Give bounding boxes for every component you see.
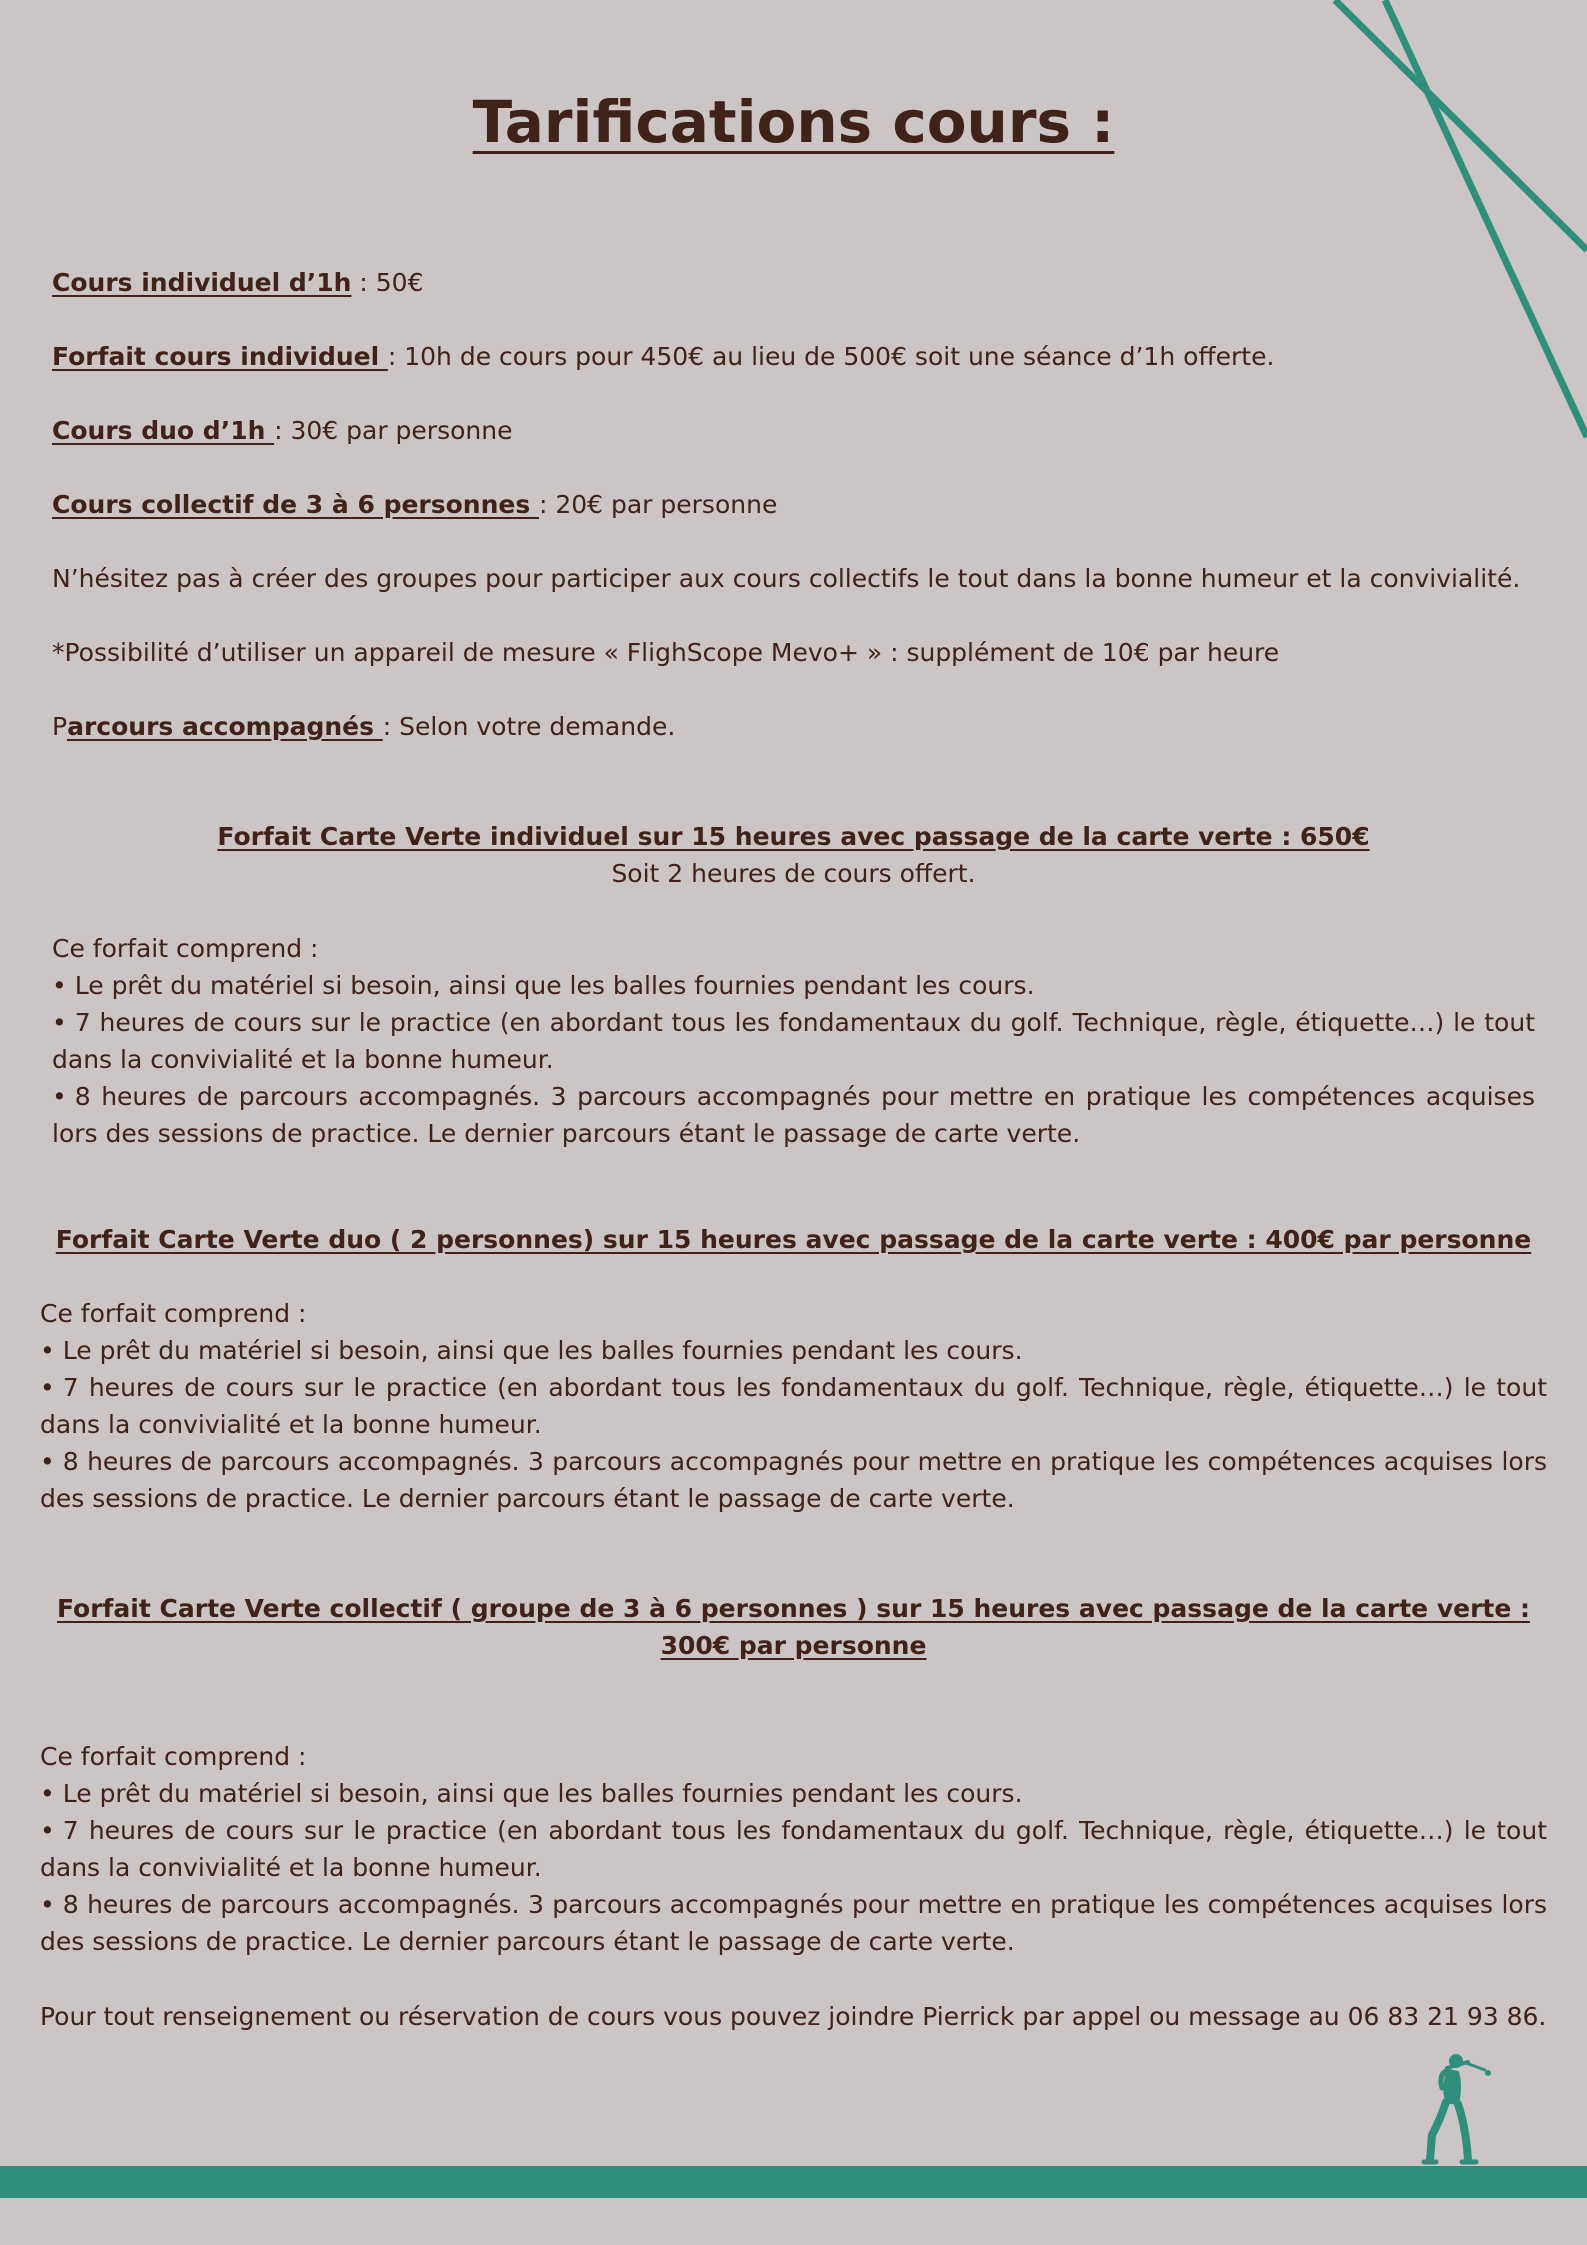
package-intro: Ce forfait comprend : <box>40 1299 307 1328</box>
price-label: Forfait cours individuel <box>52 342 388 371</box>
package-details-individual <box>52 930 1535 1152</box>
price-label: Cours individuel d’1h <box>52 268 352 297</box>
bullet: • <box>52 971 67 1000</box>
price-line-collective <box>52 486 777 523</box>
list-item <box>40 1369 1547 1443</box>
list-item-text: Le prêt du matériel si besoin, ainsi que les balles fournies pendant les cours. <box>62 1779 1023 1808</box>
bullet: • <box>40 1373 55 1402</box>
bullet: • <box>52 1082 67 1111</box>
package-intro: Ce forfait comprend : <box>52 934 319 963</box>
list-item-text: Le prêt du matériel si besoin, ainsi que les balles fournies pendant les cours. <box>74 971 1035 1000</box>
bullet: • <box>52 1008 67 1037</box>
package-heading-individual: Forfait Carte Verte individuel sur 15 heures avec passage de la carte verte : 650€ <box>217 822 1370 851</box>
bullet: • <box>40 1336 55 1365</box>
package-intro: Ce forfait comprend : <box>40 1742 307 1771</box>
bullet: • <box>40 1447 55 1476</box>
package-list <box>40 1332 1547 1517</box>
package-details-duo <box>40 1295 1547 1517</box>
list-item <box>40 1886 1547 1960</box>
package-heading-duo: Forfait Carte Verte duo ( 2 personnes) sur 15 heures avec passage de la carte verte : 400€ par personne <box>55 1225 1532 1254</box>
price-label: Cours collectif de 3 à 6 personnes <box>52 490 539 519</box>
list-item-text: 7 heures de cours sur le practice (en abordant tous les fondamentaux du golf. Technique, règle, étiquette…) le tout dans la convivialité et la bonne humeur. <box>52 1008 1535 1074</box>
list-item <box>40 1812 1547 1886</box>
parcours-prefix: P <box>52 712 68 741</box>
price-label: Cours duo d’1h <box>52 416 275 445</box>
price-line-package <box>52 338 1274 375</box>
list-item-text: 7 heures de cours sur le practice (en abordant tous les fondamentaux du golf. Technique, règle, étiquette…) le tout dans la convivialité et la bonne humeur. <box>40 1816 1547 1882</box>
list-item-text: 8 heures de parcours accompagnés. 3 parcours accompagnés pour mettre en pratique les compétences acquises lors des sessions de practice. Le dernier parcours étant le passage de carte verte. <box>40 1447 1547 1513</box>
page-title: Tarifications cours : <box>472 88 1115 156</box>
list-item-text: Le prêt du matériel si besoin, ainsi que les balles fournies pendant les cours. <box>62 1336 1023 1365</box>
package-details-collective <box>40 1738 1547 1960</box>
package-list <box>40 1775 1547 1960</box>
parcours-line <box>52 708 675 745</box>
list-item <box>40 1332 1547 1369</box>
package-subline: Soit 2 heures de cours offert. <box>611 859 976 888</box>
note-device: *Possibilité d’utiliser un appareil de mesure « FlighScope Mevo+ » : supplément de 10€ par heure <box>52 638 1280 667</box>
list-item-text: 7 heures de cours sur le practice (en abordant tous les fondamentaux du golf. Technique, règle, étiquette…) le tout dans la convivialité et la bonne humeur. <box>40 1373 1547 1439</box>
bullet: • <box>40 1816 55 1845</box>
contact-line: Pour tout renseignement ou réservation de cours vous pouvez joindre Pierrick par appel ou message au 06 83 21 93 86. <box>40 2002 1547 2031</box>
price-text: : 10h de cours pour 450€ au lieu de 500€ soit une séance d’1h offerte. <box>387 342 1275 371</box>
package-list <box>52 967 1535 1152</box>
package-heading-collective: Forfait Carte Verte collectif ( groupe de 3 à 6 personnes ) sur 15 heures avec passage de la carte verte : 300€ par personne <box>56 1594 1531 1660</box>
price-text: : 50€ <box>351 268 424 297</box>
price-text: : 20€ par personne <box>538 490 778 519</box>
parcours-text: : Selon votre demande. <box>382 712 676 741</box>
list-item <box>52 967 1535 1004</box>
list-item <box>40 1443 1547 1517</box>
list-item-text: 8 heures de parcours accompagnés. 3 parcours accompagnés pour mettre en pratique les compétences acquises lors des sessions de practice. Le dernier parcours étant le passage de carte verte. <box>40 1890 1547 1956</box>
parcours-label: arcours accompagnés <box>67 712 383 741</box>
price-line-duo <box>52 412 512 449</box>
bullet: • <box>40 1779 55 1808</box>
list-item <box>52 1004 1535 1078</box>
list-item <box>40 1775 1547 1812</box>
price-text: : 30€ par personne <box>274 416 513 445</box>
footer-band <box>0 2166 1587 2198</box>
price-line-individual <box>52 264 424 301</box>
list-item-text: 8 heures de parcours accompagnés. 3 parcours accompagnés pour mettre en pratique les compétences acquises lors des sessions de practice. Le dernier parcours étant le passage de carte verte. <box>52 1082 1535 1148</box>
note-groups: N’hésitez pas à créer des groupes pour participer aux cours collectifs le tout dans la bonne humeur et la convivialité. <box>52 564 1521 593</box>
bullet: • <box>40 1890 55 1919</box>
list-item <box>52 1078 1535 1152</box>
